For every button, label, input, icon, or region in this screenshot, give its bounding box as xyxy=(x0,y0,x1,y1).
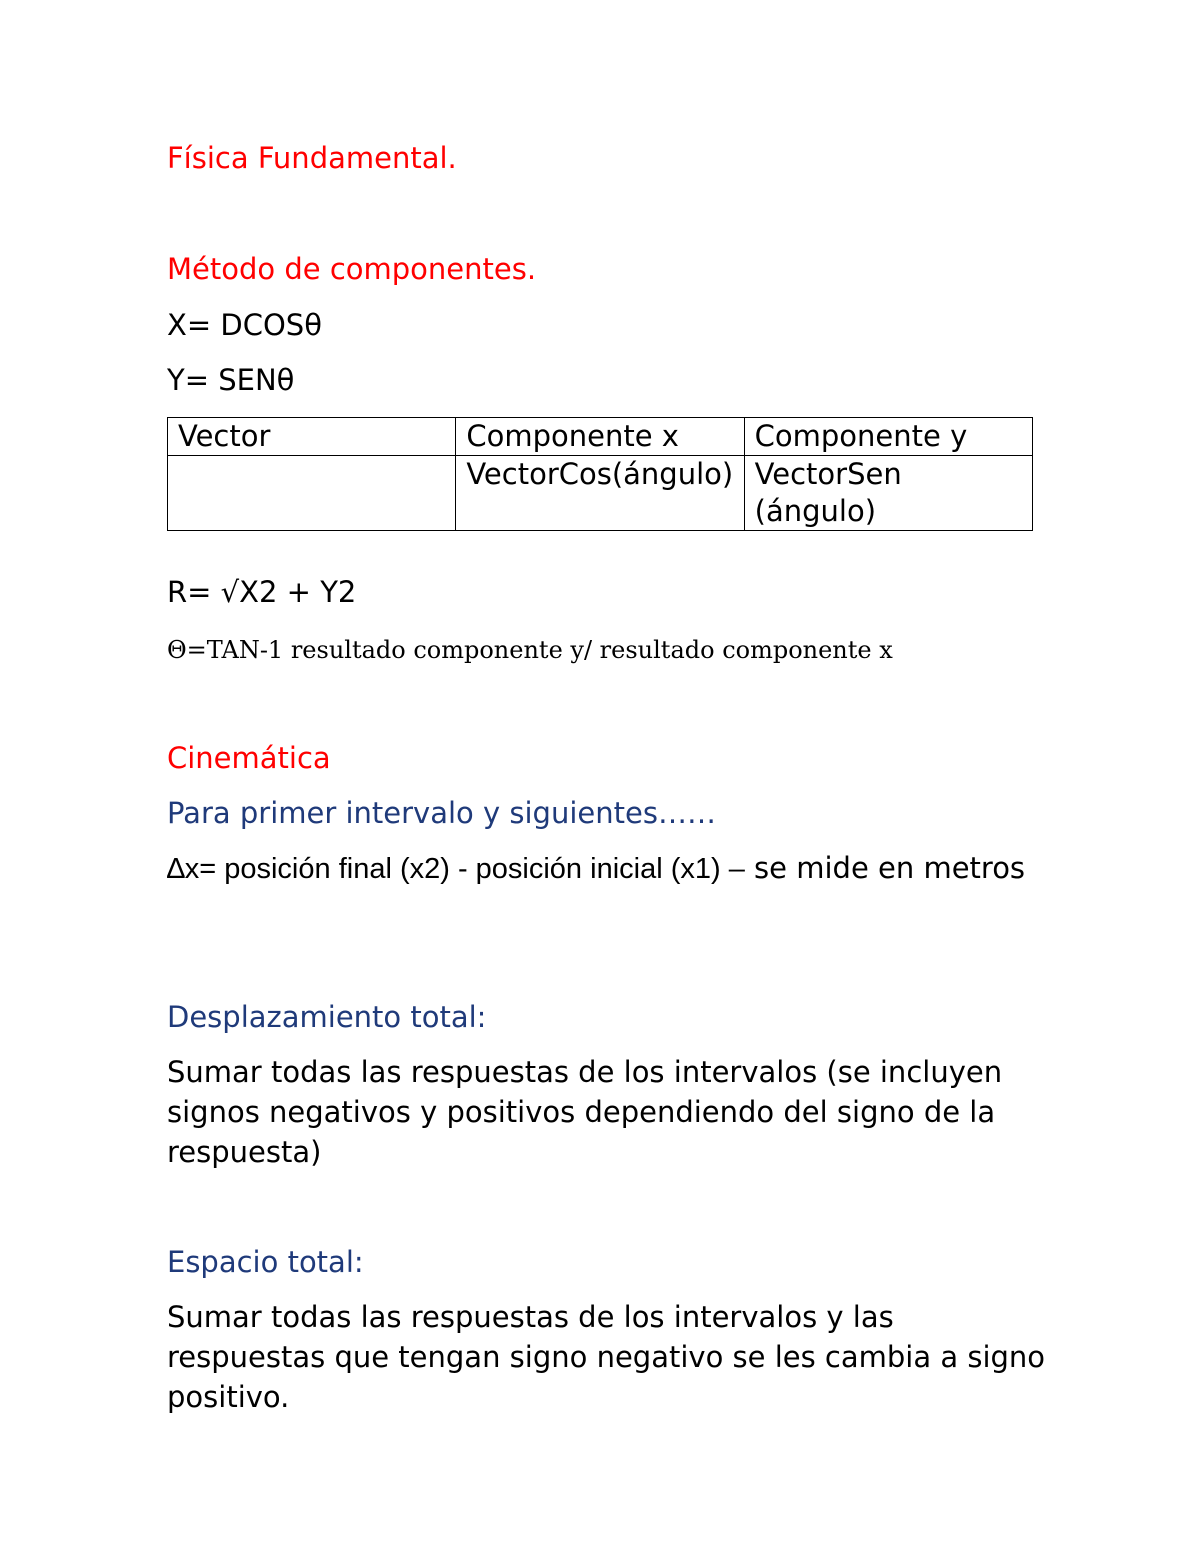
angle-formula: Θ=TAN-1 resultado componente y/ resultado componente x xyxy=(167,636,893,664)
table-cell: VectorSen (ángulo) xyxy=(744,456,1032,531)
formula-x: X= DCOSθ xyxy=(167,308,322,342)
components-heading: Método de componentes. xyxy=(167,252,537,286)
kinematics-heading: Cinemática xyxy=(167,741,331,775)
resultant-formula: R= √X2 + Y2 xyxy=(167,575,357,609)
table-header-cell: Componente y xyxy=(744,418,1032,456)
delta-x-paragraph xyxy=(167,848,1047,889)
table-header-cell: Componente x xyxy=(456,418,744,456)
table-header-row xyxy=(168,418,1033,456)
delta-x-unit-note: se mide en metros xyxy=(744,851,1026,885)
table-header-cell: Vector xyxy=(168,418,456,456)
table-cell xyxy=(168,456,456,531)
delta-x-formula: ∆x= posición final (x2) - posición inicial (x1) – xyxy=(167,853,745,885)
space-heading: Espacio total: xyxy=(167,1245,364,1279)
components-table xyxy=(167,417,1033,531)
formula-y: Y= SENθ xyxy=(167,363,295,397)
space-text: Sumar todas las respuestas de los intervalos y las respuestas que tengan signo negativo se les cambia a signo positivo. xyxy=(167,1300,1046,1414)
displacement-text: Sumar todas las respuestas de los intervalos (se incluyen signos negativos y positivos dependiendo del signo de la respuesta) xyxy=(167,1055,1003,1169)
table-row xyxy=(168,456,1033,531)
interval-subheading: Para primer intervalo y siguientes…… xyxy=(167,796,716,830)
document-title: Física Fundamental. xyxy=(167,141,457,175)
displacement-heading: Desplazamiento total: xyxy=(167,1000,487,1034)
table-cell: VectorCos(ángulo) xyxy=(456,456,744,531)
